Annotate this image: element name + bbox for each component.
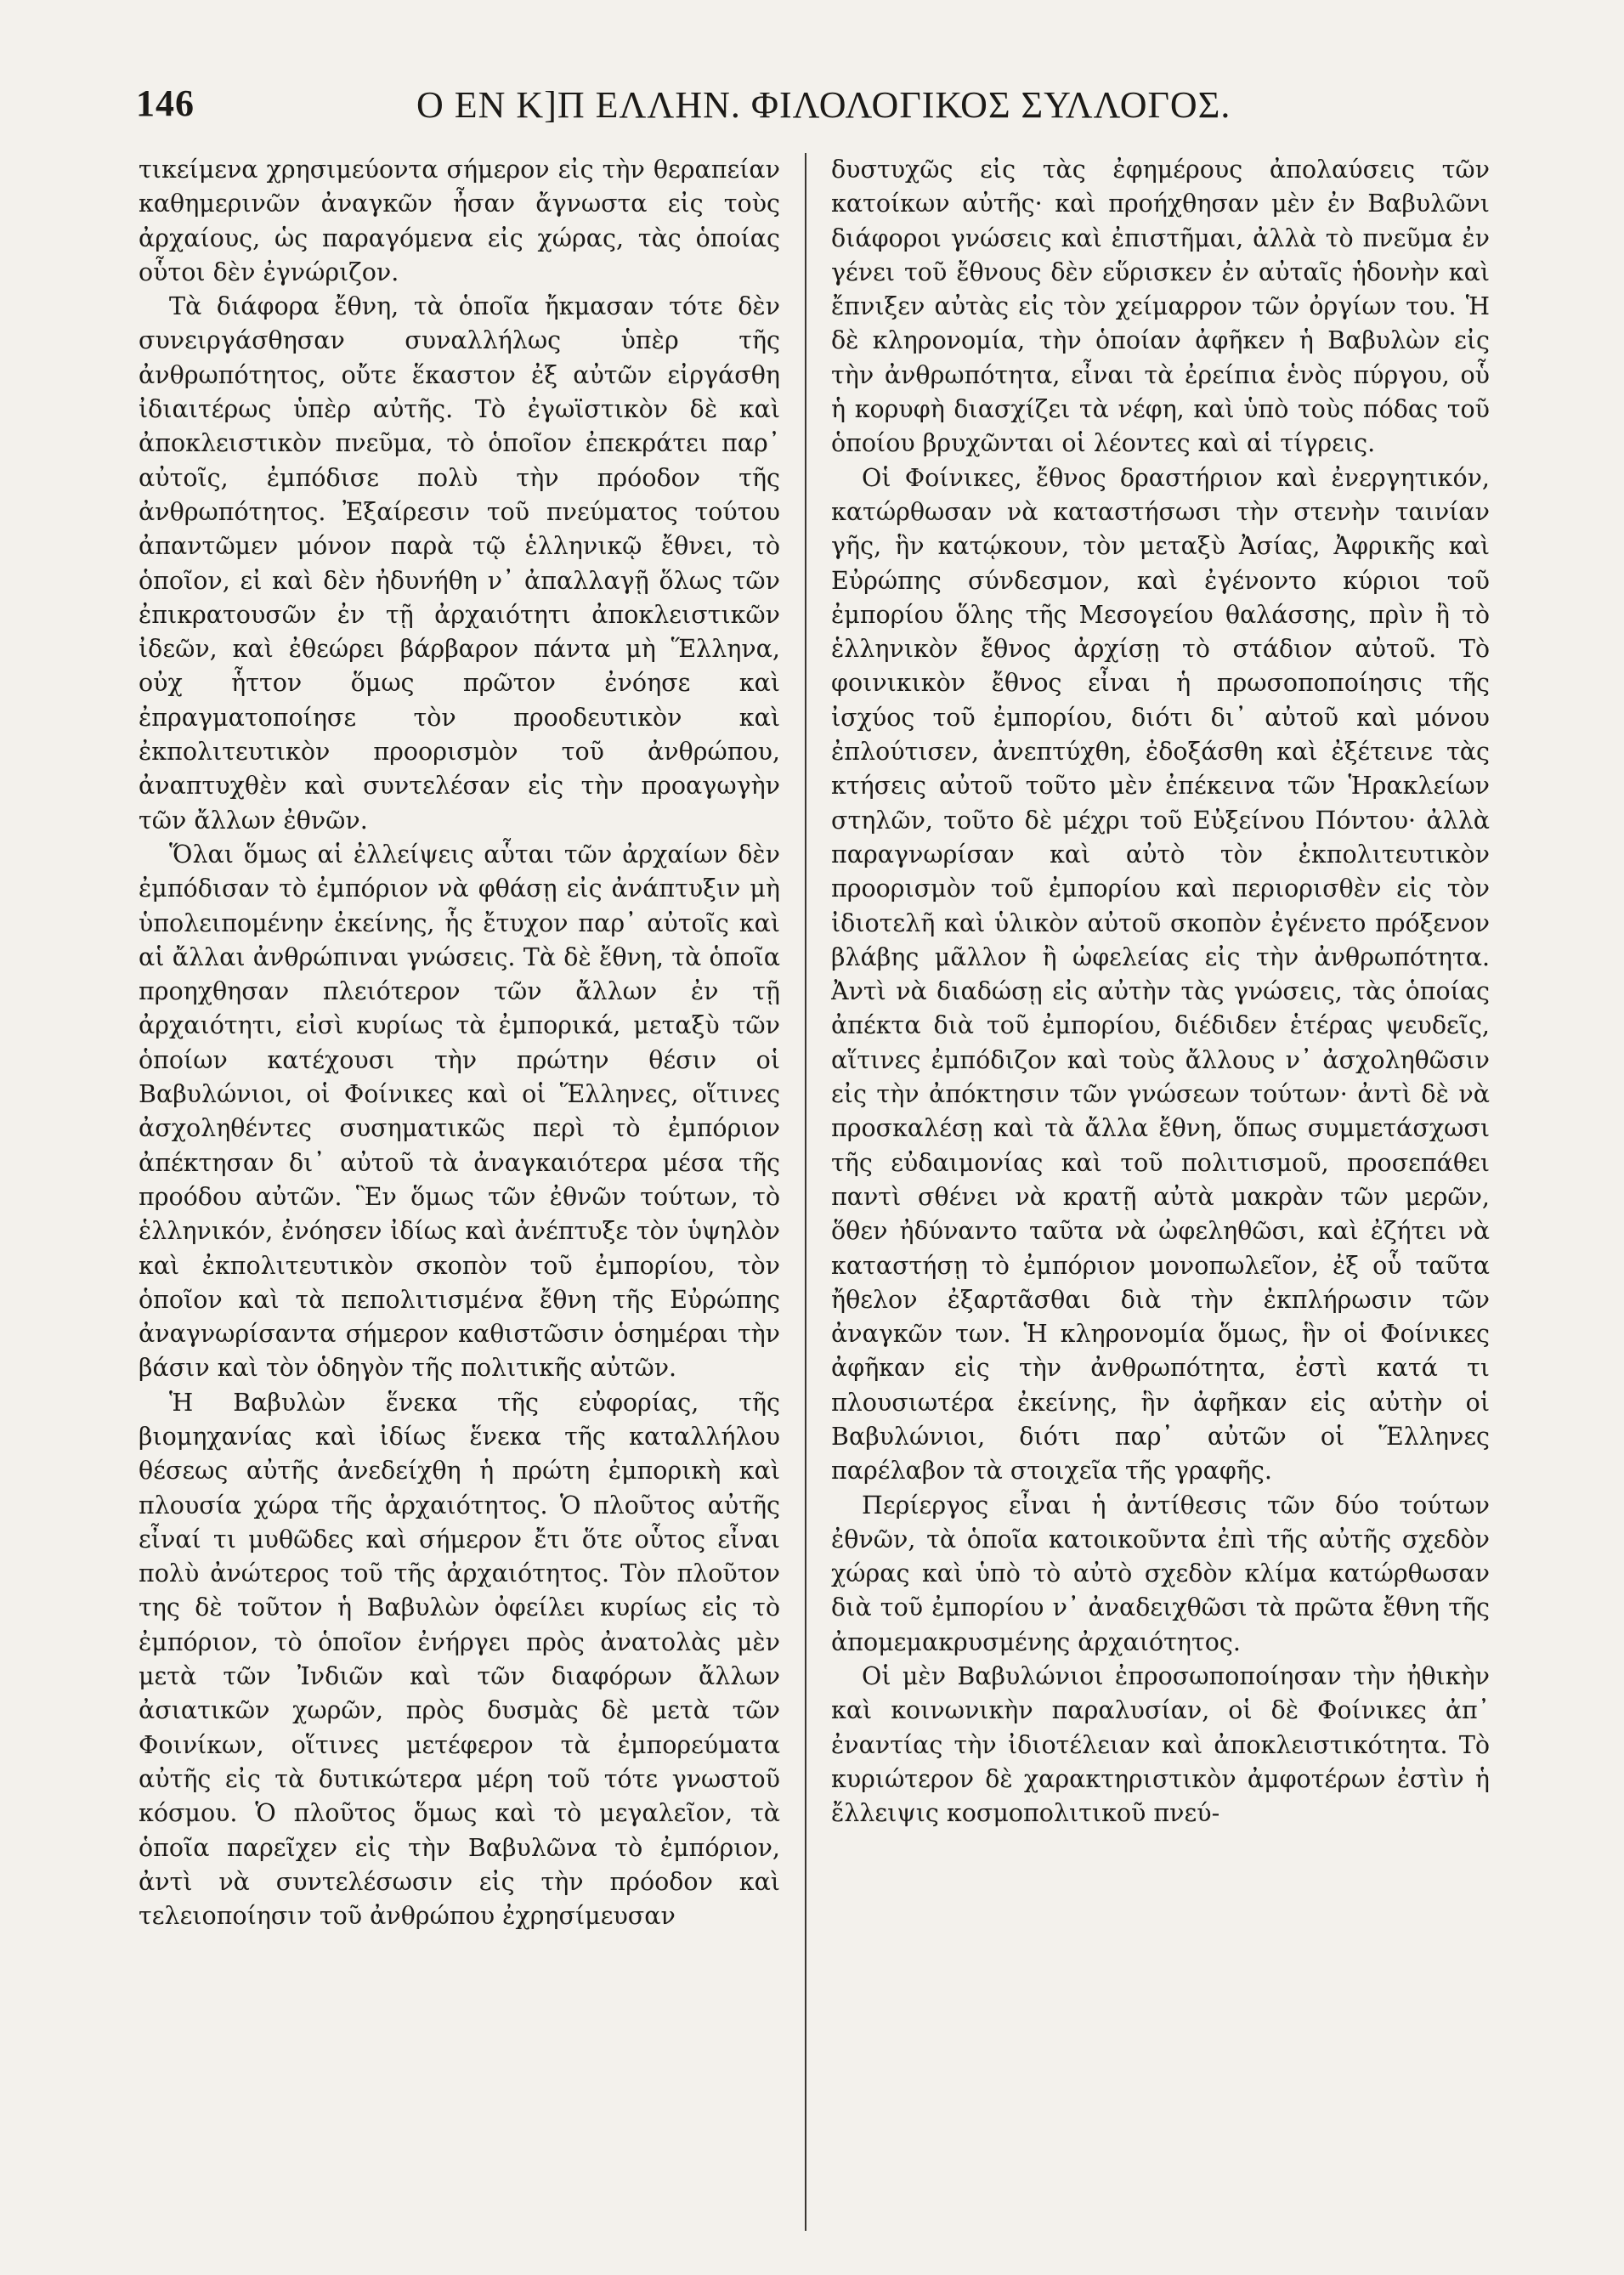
- page-number: 146: [136, 82, 195, 124]
- running-title: Ο ΕΝ Κ]Π ΕΛΛΗΝ. ΦΙΛΟΛΟΓΙΚΟΣ ΣΥΛΛΟΓΟΣ.: [416, 84, 1231, 126]
- paragraph: Ἡ Βαβυλὼν ἕνεκα τῆς εὐφορίας, τῆς βιομηχανίας καὶ ἰδίως ἕνεκα τῆς καταλλήλου θέσεως αὐτῆς ἀνεδείχθη ἡ πρώτη ἐμπορικὴ καὶ πλουσία χώρα τῆς ἀρχαιότητος. Ὁ πλοῦτος αὐτῆς εἶναί τι μυθῶδες καὶ σήμερον ἔτι ὅτε οὗτος εἶναι πολὺ ἀνώτερος τοῦ τῆς ἀρχαιότητος. Τὸν πλοῦτον της δὲ τοῦτον ἡ Βαβυλὼν ὀφείλει κυρίως εἰς τὸ ἐμπόριον, τὸ ὁποῖον ἐνήργει πρὸς ἀνατολὰς μὲν μετὰ τῶν Ἰνδιῶν καὶ τῶν διαφόρων ἄλλων ἀσιατικῶν χωρῶν, πρὸς δυσμὰς δὲ μετὰ τῶν Φοινίκων, οἵτινες μετέφερον τὰ ἐμπορεύματα αὐτῆς εἰς τὰ δυτικώτερα μέρη τοῦ τότε γνωστοῦ κόσμου. Ὁ πλοῦτος ὅμως καὶ τὸ μεγαλεῖον, τὰ ὁποῖα παρεῖχεν εἰς τὴν Βαβυλῶνα τὸ ἐμπόριον, ἀντὶ νὰ συντελέσωσιν εἰς τὴν πρόοδον καὶ τελειοποίησιν τοῦ ἀνθρώπου ἐχρησίμευσαν: [139, 1388, 780, 1931]
- column-divider: [805, 153, 806, 2231]
- paragraph: τικείμενα χρησιμεύοντα σήμερον εἰς τὴν θεραπείαν καθημερινῶν ἀναγκῶν ἦσαν ἄγνωστα εἰς τοὺς ἀρχαίους, ὡς παραγόμενα εἰς χώρας, τὰς ὁποίας οὗτοι δὲν ἐγνώριζον.: [139, 156, 780, 286]
- paragraph: Περίεργος εἶναι ἡ ἀντίθεσις τῶν δύο τούτων ἐθνῶν, τὰ ὁποῖα κατοικοῦντα ἐπὶ τῆς αὐτῆς σχεδὸν χώρας καὶ ὑπὸ τὸ αὐτὸ σχεδὸν κλίμα κατώρθωσαν διὰ τοῦ ἐμπορίου ν᾽ ἀναδειχθῶσι τὰ πρῶτα ἔθνη τῆς ἀπομεμακρυσμένης ἀρχαιότητος.: [831, 1491, 1490, 1656]
- paragraph: Ὅλαι ὅμως αἱ ἐλλείψεις αὗται τῶν ἀρχαίων δὲν ἐμπόδισαν τὸ ἐμπόριον νὰ φθάσῃ εἰς ἀνάπτυξιν μὴ ὑπολειπομένην ἐκείνης, ἧς ἔτυχον παρ᾽ αὐτοῖς καὶ αἱ ἄλλαι ἀνθρώπιναι γνώσεις. Τὰ δὲ ἔθνη, τὰ ὁποῖα προηχθησαν πλειότερον τῶν ἄλλων ἐν τῇ ἀρχαιότητι, εἰσὶ κυρίως τὰ ἐμπορικά, μεταξὺ τῶν ὁποίων κατέχουσι τὴν πρώτην θέσιν οἱ Βαβυλώνιοι, οἱ Φοίνικες καὶ οἱ Ἕλληνες, οἵτινες ἀσχοληθέντες συσηματικῶς περὶ τὸ ἐμπόριον ἀπέκτησαν δι᾽ αὐτοῦ τὰ ἀναγκαιότερα μέσα τῆς προόδου αὐτῶν. Ἓν ὅμως τῶν ἐθνῶν τούτων, τὸ ἑλληνικόν, ἐνόησεν ἰδίως καὶ ἀνέπτυξε τὸν ὑψηλὸν καὶ ἐκπολιτευτικὸν σκοπὸν τοῦ ἐμπορίου, τὸν ὁποῖον καὶ τὰ πεπολιτισμένα ἔθνη τῆς Εὐρώπης ἀναγνωρίσαντα σήμερον καθιστῶσιν ὁσημέραι τὴν βάσιν καὶ τὸν ὁδηγὸν τῆς πολιτικῆς αὐτῶν.: [139, 840, 780, 1383]
- paragraph: δυστυχῶς εἰς τὰς ἐφημέρους ἀπολαύσεις τῶν κατοίκων αὐτῆς· καὶ προήχθησαν μὲν ἐν Βαβυλῶνι διάφοροι γνώσεις καὶ ἐπιστῆμαι, ἀλλὰ τὸ πνεῦμα ἐν γένει τοῦ ἔθνους δὲν εὕρισκεν ἐν αὐταῖς ἡδονὴν καὶ ἔπνιξεν αὐτὰς εἰς τὸν χείμαρρον τῶν ὀργίων του. Ἡ δὲ κληρονομία, τὴν ὁποίαν ἀφῆκεν ἡ Βαβυλὼν εἰς τὴν ἀνθρωπότητα, εἶναι τὰ ἐρείπια ἑνὸς πύργου, οὗ ἡ κορυφὴ διασχίζει τὰ νέφη, καὶ ὑπὸ τοὺς πόδας τοῦ ὁποίου βρυχῶνται οἱ λέοντες καὶ αἱ τίγρεις.: [831, 156, 1490, 458]
- page-header: [136, 82, 1241, 141]
- paragraph: Τὰ διάφορα ἔθνη, τὰ ὁποῖα ἤκμασαν τότε δὲν συνειργάσθησαν συναλλήλως ὑπὲρ τῆς ἀνθρωπότητος, οὔτε ἕκαστον ἐξ αὐτῶν εἰργάσθη ἰδιαιτέρως ὑπὲρ αὐτῆς. Τὸ ἐγωϊστικὸν δὲ καὶ ἀποκλειστικὸν πνεῦμα, τὸ ὁποῖον ἐπεκράτει παρ᾽ αὐτοῖς, ἐμπόδισε πολὺ τὴν πρόοδον τῆς ἀνθρωπότητος. Ἐξαίρεσιν τοῦ πνεύματος τούτου ἀπαντῶμεν μόνον παρὰ τῷ ἑλληνικῷ ἔθνει, τὸ ὁποῖον, εἰ καὶ δὲν ἠδυνήθη ν᾽ ἀπαλλαγῇ ὅλως τῶν ἐπικρατουσῶν ἐν τῇ ἀρχαιότητι ἀποκλειστικῶν ἰδεῶν, καὶ ἐθεώρει βάρβαρον πάντα μὴ Ἕλληνα, οὐχ ἧττον ὅμως πρῶτον ἐνόησε καὶ ἐπραγματοποίησε τὸν προοδευτικὸν καὶ ἐκπολιτευτικὸν προορισμὸν τοῦ ἀνθρώπου, ἀναπτυχθὲν καὶ συντελέσαν εἰς τὴν προαγωγὴν τῶν ἄλλων ἐθνῶν.: [139, 292, 780, 835]
- right-column: [831, 153, 1490, 2227]
- paragraph: Οἱ Φοίνικες, ἔθνος δραστήριον καὶ ἐνεργητικόν, κατώρθωσαν νὰ καταστήσωσι τὴν στενὴν ταινίαν γῆς, ἣν κατῴκουν, τὸν μεταξὺ Ἀσίας, Ἀφρικῆς καὶ Εὐρώπης σύνδεσμον, καὶ ἐγένοντο κύριοι τοῦ ἐμπορίου ὅλης τῆς Μεσογείου θαλάσσης, πρὶν ἢ τὸ ἑλληνικὸν ἔθνος ἀρχίσῃ τὸ στάδιον αὐτοῦ. Τὸ φοινικικὸν ἔθνος εἶναι ἡ πρωσοποποίησις τῆς ἰσχύος τοῦ ἐμπορίου, διότι δι᾽ αὐτοῦ καὶ μόνου ἐπλούτισεν, ἀνεπτύχθη, ἐδοξάσθη καὶ ἐξέτεινε τὰς κτήσεις αὐτοῦ τοῦτο μὲν ἐπέκεινα τῶν Ἡρακλείων στηλῶν, τοῦτο δὲ μέχρι τοῦ Εὐξείνου Πόντου· ἀλλὰ παραγνωρίσαν καὶ αὐτὸ τὸν ἐκπολιτευτικὸν προορισμὸν τοῦ ἐμπορίου καὶ περιορισθὲν εἰς τὸν ἰδιοτελῆ καὶ ὑλικὸν αὐτοῦ σκοπὸν ἐγένετο πρόξενον βλάβης μᾶλλον ἢ ὠφελείας εἰς τὴν ἀνθρωπότητα. Ἀντὶ νὰ διαδώσῃ εἰς αὐτὴν τὰς γνώσεις, τὰς ὁποίας ἀπέκτα διὰ τοῦ ἐμπορίου, διέδιδεν ἑτέρας ψευδεῖς, αἵτινες ἐμπόδιζον καὶ τοὺς ἄλλους ν᾽ ἀσχοληθῶσιν εἰς τὴν ἀπόκτησιν τῶν γνώσεων τούτων· ἀντὶ δὲ νὰ προσκαλέσῃ καὶ τὰ ἄλλα ἔθνη, ὅπως συμμετάσχωσι τῆς εὐδαιμονίας καὶ τοῦ πολιτισμοῦ, προσεπάθει παντὶ σθένει νὰ κρατῇ αὐτὰ μακρὰν τῶν μερῶν, ὅθεν ἠδύναντο ταῦτα νὰ ὠφεληθῶσι, καὶ ἐζήτει νὰ καταστήσῃ τὸ ἐμπόριον μονοπωλεῖον, ἐξ οὗ ταῦτα ἤθελον ἐξαρτᾶσθαι διὰ τὴν ἐκπλήρωσιν τῶν ἀναγκῶν των. Ἡ κληρονομία ὅμως, ἣν οἱ Φοίνικες ἀφῆκαν εἰς τὴν ἀνθρωπότητα, ἐστὶ κατά τι πλουσιωτέρα ἐκείνης, ἣν ἀφῆκαν εἰς αὐτὴν οἱ Βαβυλώνιοι, διότι παρ᾽ αὐτῶν οἱ Ἕλληνες παρέλαβον τὰ στοιχεῖα τῆς γραφῆς.: [831, 463, 1490, 1486]
- paragraph: Οἱ μὲν Βαβυλώνιοι ἐπροσωποποίησαν τὴν ἠθικὴν καὶ κοινωνικὴν παραλυσίαν, οἱ δὲ Φοίνικες ἀπ᾽ ἐναντίας τὴν ἰδιοτέλειαν καὶ ἀποκλειστικότητα. Τὸ κυριώτερον δὲ χαρακτηριστικὸν ἀμφοτέρων ἐστὶν ἡ ἔλλειψις κοσμοπολιτικοῦ πνεύ-: [831, 1662, 1490, 1828]
- left-column: [139, 153, 780, 2227]
